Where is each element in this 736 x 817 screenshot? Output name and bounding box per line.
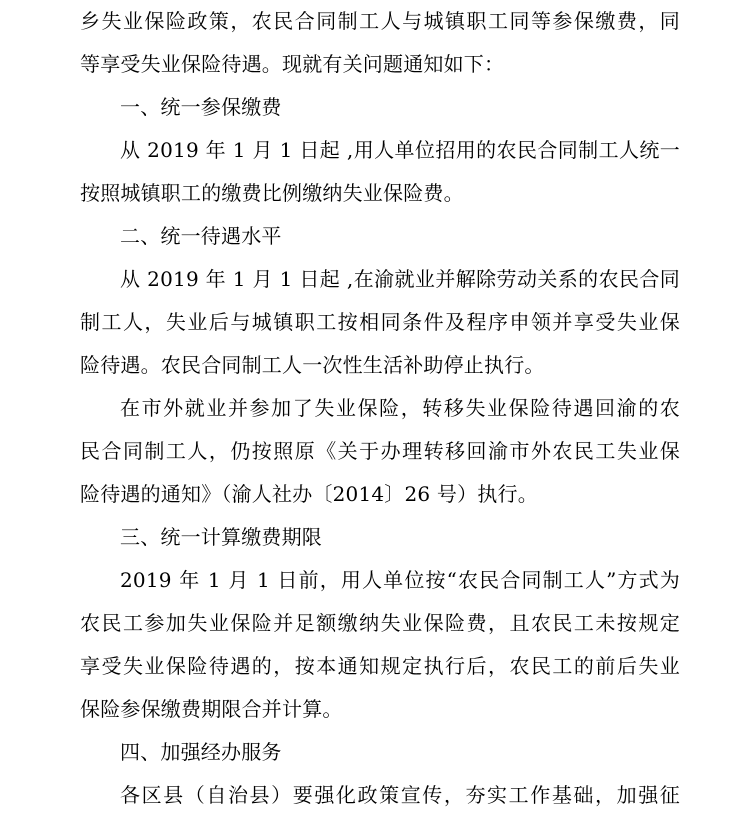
text-line: 农民工参加失业保险并足额缴纳失业保险费，且农民工未按规定 bbox=[80, 611, 680, 635]
text-line: 按照城镇职工的缴费比例缴纳失业保险费。 bbox=[80, 181, 464, 205]
document-body bbox=[80, 0, 680, 817]
text-line: 2019 年 1 月 1 日前，用人单位按“农民合同制工人”方式为 bbox=[120, 568, 680, 592]
section-heading: 一、统一参保缴费 bbox=[120, 95, 282, 119]
section-heading: 四、加强经办服务 bbox=[120, 740, 282, 764]
text-line: 在市外就业并参加了失业保险，转移失业保险待遇回渝的农 bbox=[120, 396, 680, 420]
text-line: 等享受失业保险待遇。现就有关问题通知如下： bbox=[80, 52, 505, 76]
text-line: 各区县（自治县）要强化政策宣传，夯实工作基础，加强征 bbox=[120, 783, 680, 807]
text-line: 民合同制工人，仍按照原《关于办理转移回渝市外农民工失业保 bbox=[80, 439, 680, 463]
text-line: 乡失业保险政策，农民合同制工人与城镇职工同等参保缴费，同 bbox=[80, 9, 680, 33]
text-line: 险待遇。农民合同制工人一次性生活补助停止执行。 bbox=[80, 353, 545, 377]
section-heading: 二、统一待遇水平 bbox=[120, 224, 282, 248]
text-line: 制工人，失业后与城镇职工按相同条件及程序申领并享受失业保 bbox=[80, 310, 680, 334]
text-line: 险待遇的通知》（渝人社办〔2014〕26 号）执行。 bbox=[80, 482, 538, 506]
text-line: 从 2019 年 1 月 1 日起 ,在渝就业并解除劳动关系的农民合同 bbox=[120, 267, 680, 291]
text-line: 享受失业保险待遇的，按本通知规定执行后，农民工的前后失业 bbox=[80, 654, 680, 678]
section-heading: 三、统一计算缴费期限 bbox=[120, 525, 322, 549]
text-line: 保险参保缴费期限合并计算。 bbox=[80, 697, 343, 721]
text-line: 从 2019 年 1 月 1 日起 ,用人单位招用的农民合同制工人统一 bbox=[120, 138, 680, 162]
